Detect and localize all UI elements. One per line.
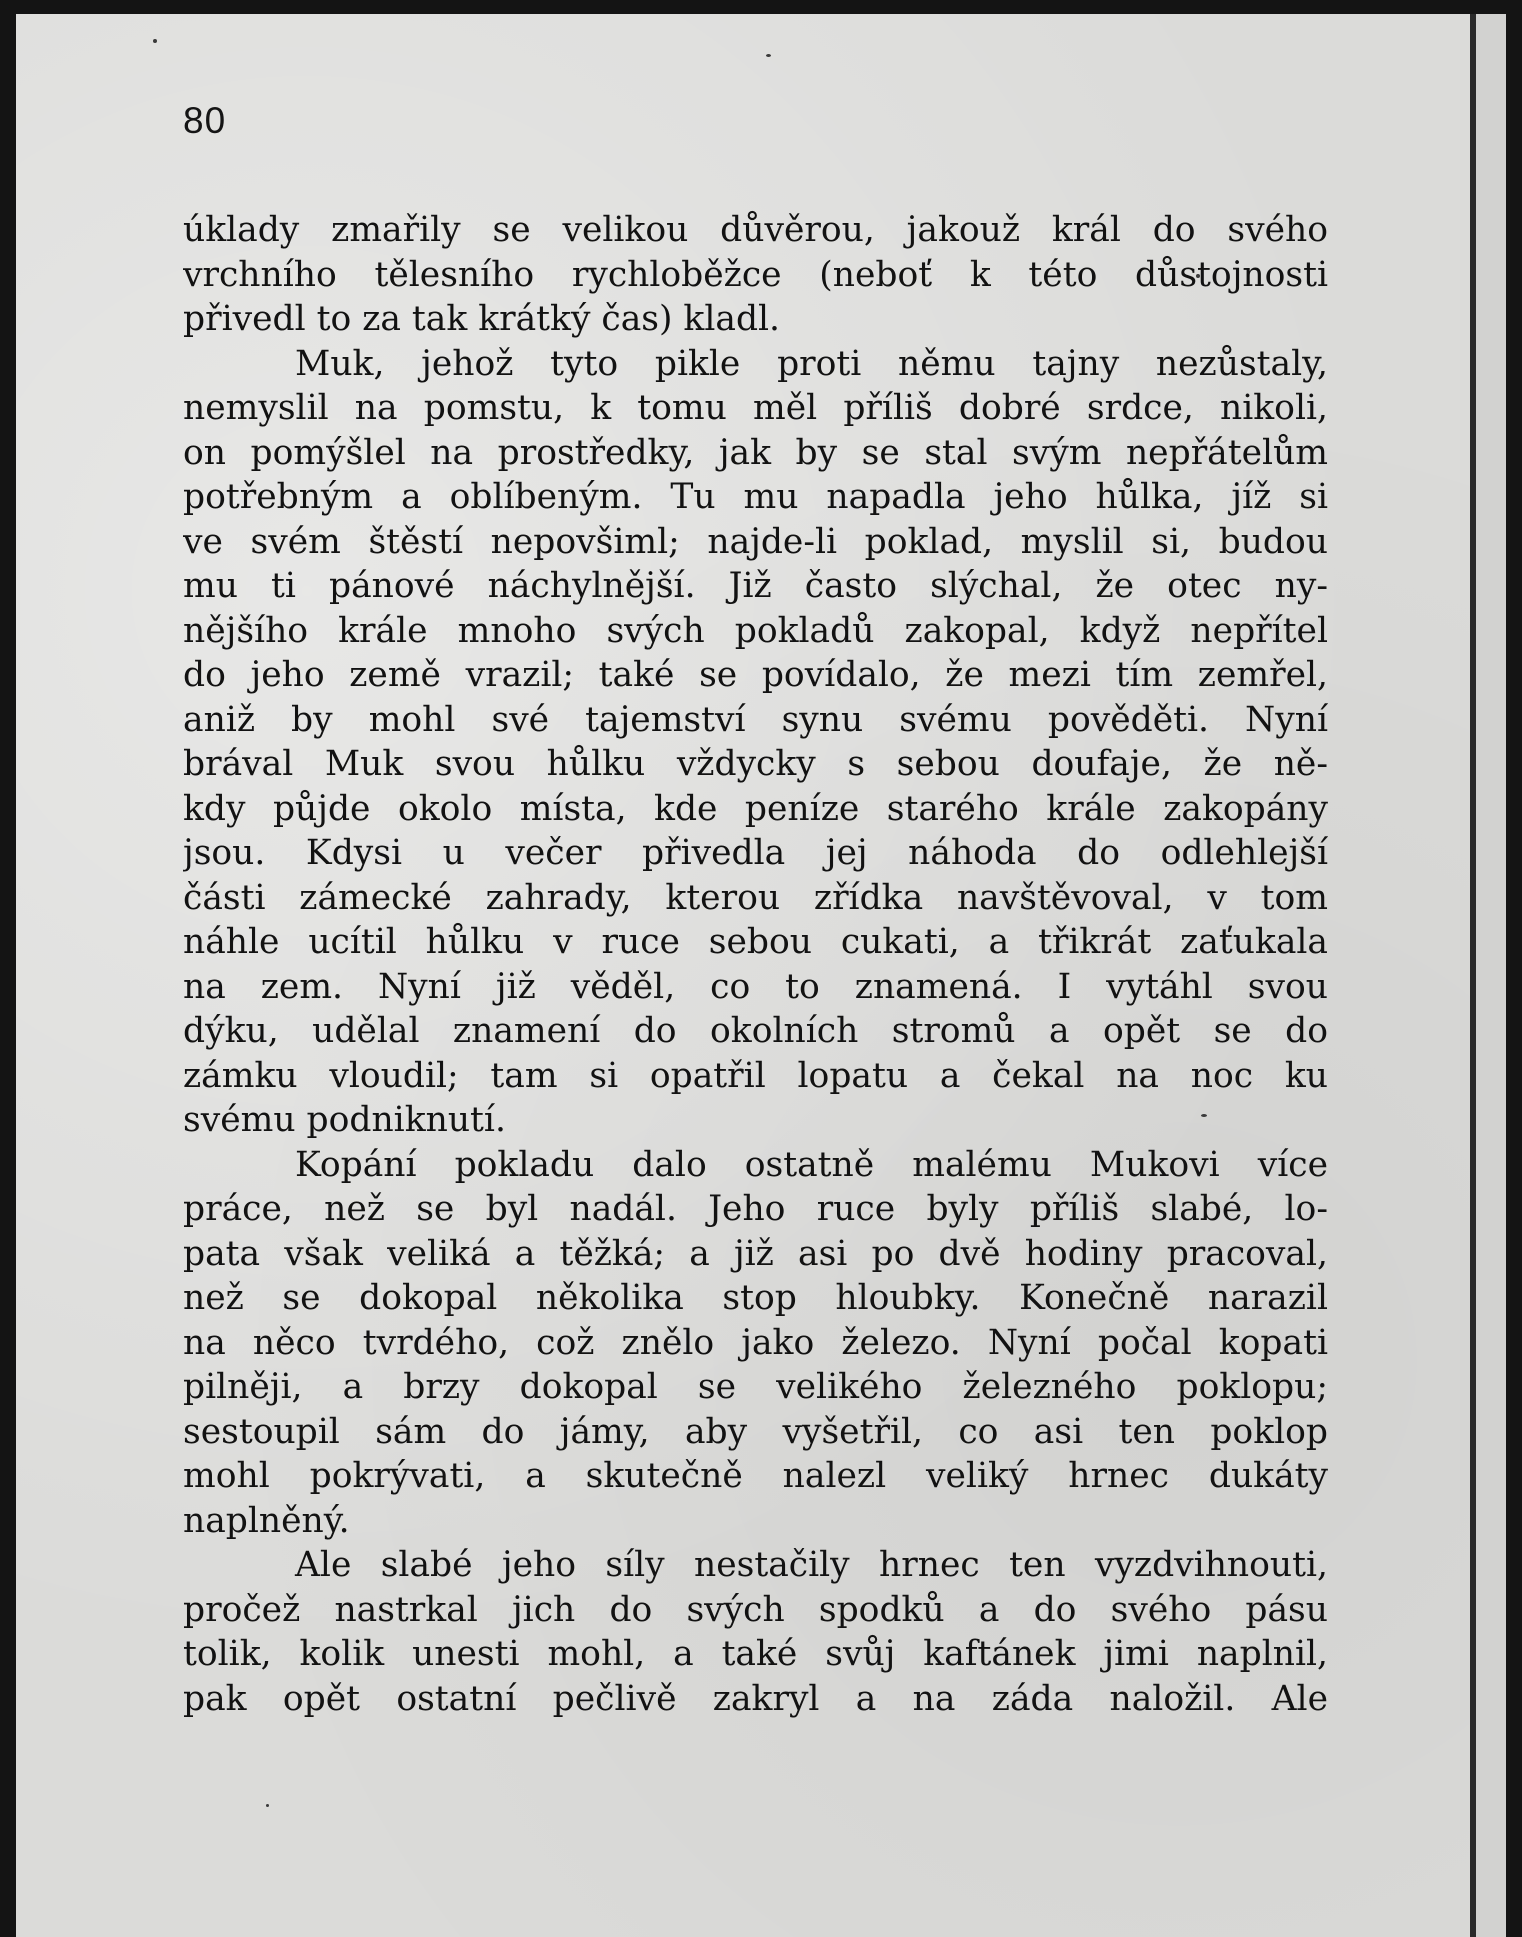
text-line: Kopání pokladu dalo ostatně malému Mukovi více bbox=[295, 1144, 1328, 1185]
text-line: nemyslil na pomstu, k tomu měl příliš dobré srdce, nikoli, bbox=[183, 388, 1328, 428]
next-page-strip bbox=[1476, 14, 1506, 1937]
text-line: přivedl to za tak krátký čas) kladl. bbox=[183, 299, 781, 339]
text-line: mohl pokrývati, a skutečně nalezl veliký hrnec dukáty bbox=[183, 1456, 1328, 1496]
scan-speck bbox=[153, 39, 157, 43]
text-line: vrchního tělesního rychloběžce (neboť k této důstojnosti bbox=[183, 254, 1328, 295]
text-line: na zem. Nyní již věděl, co to znamená. I vytáhl svou bbox=[183, 966, 1328, 1007]
text-line: svému podniknutí. bbox=[183, 1100, 506, 1140]
text-line: kdy půjde okolo místa, kde peníze starého krále zakopány bbox=[183, 788, 1328, 829]
text-line: na něco tvrdého, což znělo jako železo. Nyní počal kopati bbox=[183, 1322, 1328, 1363]
scan-speck bbox=[766, 54, 771, 57]
body-text bbox=[183, 208, 1328, 1721]
text-line: ve svém štěstí nepovšiml; najde-li poklad, myslil si, budou bbox=[183, 521, 1328, 562]
text-line: Ale slabé jeho síly nestačily hrnec ten vyzdvihnouti, bbox=[295, 1545, 1328, 1585]
text-line: pročež nastrkal jich do svých spodků a do svého pásu bbox=[183, 1589, 1328, 1630]
text-line: pak opět ostatní pečlivě zakryl a na záda naložil. Ale bbox=[183, 1678, 1328, 1719]
page-number: 80 bbox=[183, 100, 227, 141]
text-line: tolik, kolik unesti mohl, a také svůj kaftánek jimi naplnil, bbox=[183, 1634, 1328, 1674]
text-line: náhle ucítil hůlku v ruce sebou cukati, a třikrát zaťukala bbox=[183, 922, 1328, 962]
text-line: Muk, jehož tyto pikle proti němu tajny nezůstaly, bbox=[295, 343, 1328, 384]
text-line: nějšího krále mnoho svých pokladů zakopal, když nepřítel bbox=[183, 610, 1328, 651]
text-line: mu ti pánové náchylnější. Již často slýchal, že otec ny- bbox=[183, 566, 1328, 606]
text-line: naplněný. bbox=[183, 1500, 350, 1541]
text-line: do jeho země vrazil; také se povídalo, že mezi tím zemřel, bbox=[183, 655, 1328, 695]
text-line: pata však veliká a těžká; a již asi po dvě hodiny pracoval, bbox=[183, 1233, 1328, 1274]
text-line: on pomýšlel na prostředky, jak by se stal svým nepřátelům bbox=[183, 432, 1328, 473]
text-line: brával Muk svou hůlku vždycky s sebou doufaje, že ně- bbox=[183, 744, 1328, 784]
text-line: úklady zmařily se velikou důvěrou, jakouž král do svého bbox=[183, 210, 1328, 250]
scan-speck bbox=[266, 1804, 269, 1807]
text-line: aniž by mohl své tajemství synu svému pověděti. Nyní bbox=[183, 699, 1328, 740]
text-line: zámku vloudil; tam si opatřil lopatu a čekal na noc ku bbox=[183, 1055, 1328, 1096]
text-line: jsou. Kdysi u večer přivedla jej náhoda do odlehlejší bbox=[183, 833, 1328, 873]
text-line: sestoupil sám do jámy, aby vyšetřil, co asi ten poklop bbox=[183, 1411, 1328, 1452]
text-line: práce, než se byl nadál. Jeho ruce byly příliš slabé, lo- bbox=[183, 1189, 1328, 1229]
text-line: části zámecké zahrady, kterou zřídka navštěvoval, v tom bbox=[183, 877, 1328, 918]
text-line: pilněji, a brzy dokopal se velikého železného poklopu; bbox=[183, 1367, 1328, 1407]
text-line: dýku, udělal znamení do okolních stromů a opět se do bbox=[183, 1011, 1328, 1051]
text-line: než se dokopal několika stop hloubky. Konečně narazil bbox=[183, 1278, 1328, 1318]
text-line: potřebným a oblíbeným. Tu mu napadla jeho hůlka, jíž si bbox=[183, 477, 1328, 517]
